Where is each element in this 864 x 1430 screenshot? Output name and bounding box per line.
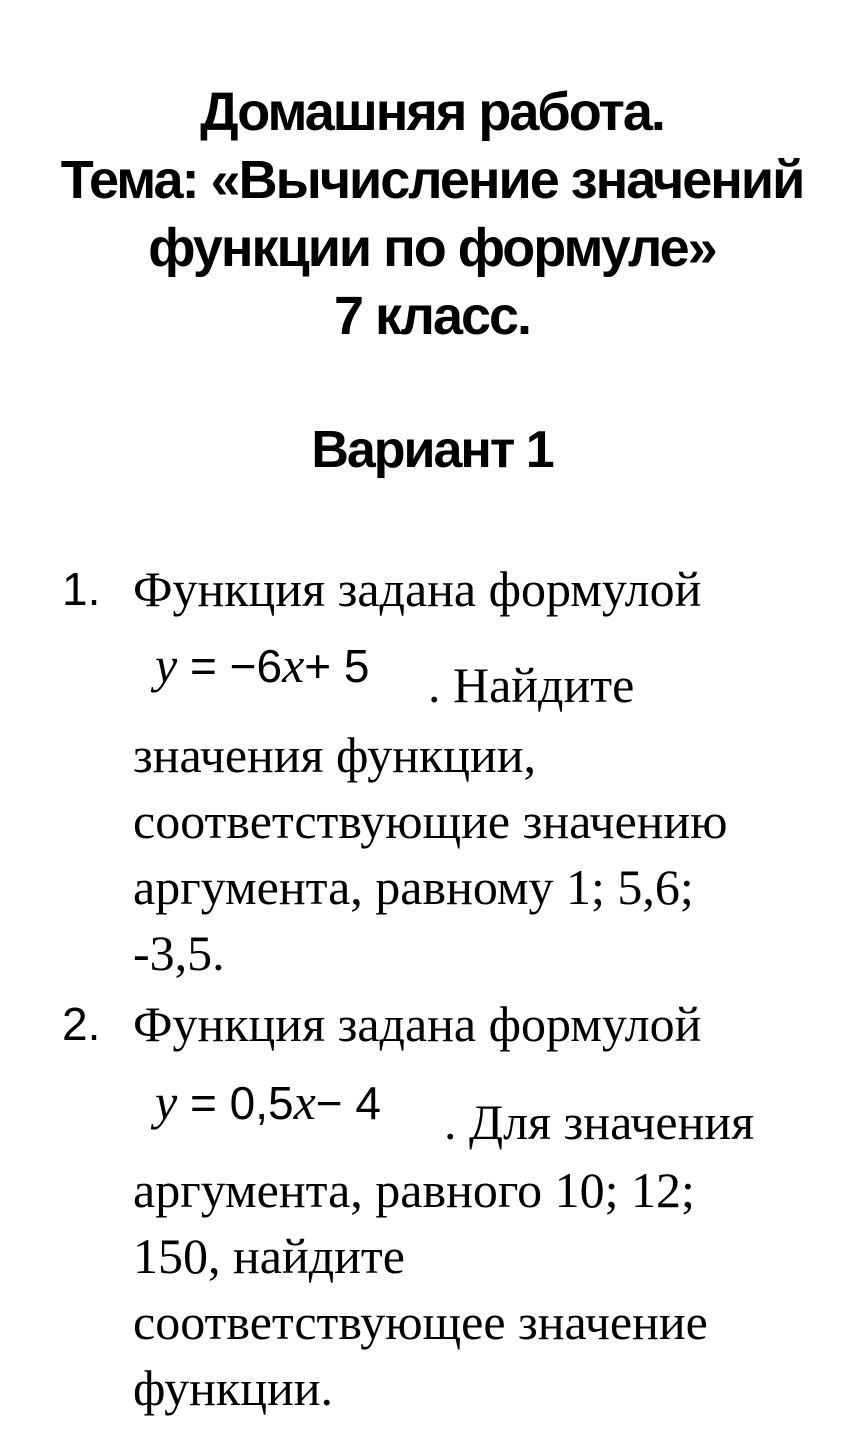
task-line: -3,5. <box>133 925 225 981</box>
task-line: 150, найдите <box>133 1228 405 1284</box>
formula-var-y: y <box>155 1074 178 1130</box>
task-line: аргумента, равного 10; 12; <box>133 1162 695 1218</box>
formula-var-x: x <box>293 1074 316 1130</box>
task-line: Функция задана формулой <box>133 561 702 617</box>
task-number: 2. <box>62 998 101 1050</box>
task-line: . Для значения <box>444 1094 755 1150</box>
task-line: функции. <box>133 1360 333 1416</box>
formula-coef: = −6 <box>177 640 283 692</box>
document-header <box>0 78 864 350</box>
grade-label: 7 класс. <box>333 286 531 346</box>
topic-line-1: Тема: «Вычисление значений <box>60 150 804 210</box>
task-number: 1. <box>62 563 101 615</box>
formula-coef: = 0,5 <box>177 1077 294 1129</box>
formula <box>155 1074 381 1131</box>
task-line: значения функции, <box>133 727 537 783</box>
formula-const: − 4 <box>315 1077 382 1129</box>
formula-const: + 5 <box>304 640 370 692</box>
task-line: . Найдите <box>428 657 635 713</box>
formula-var-y: y <box>155 637 178 693</box>
task-line: Функция задана формулой <box>133 996 702 1052</box>
task-line: аргумента, равному 1; 5,6; <box>133 859 694 915</box>
task-line: соответствующее значение <box>133 1294 708 1350</box>
topic-line-2: функции по формуле» <box>148 218 716 278</box>
page-title: Домашняя работа. <box>200 82 664 142</box>
formula <box>155 637 370 694</box>
task-line: соответствующие значению <box>133 793 728 849</box>
variant-heading: Вариант 1 <box>311 421 553 479</box>
formula-var-x: x <box>282 637 305 693</box>
